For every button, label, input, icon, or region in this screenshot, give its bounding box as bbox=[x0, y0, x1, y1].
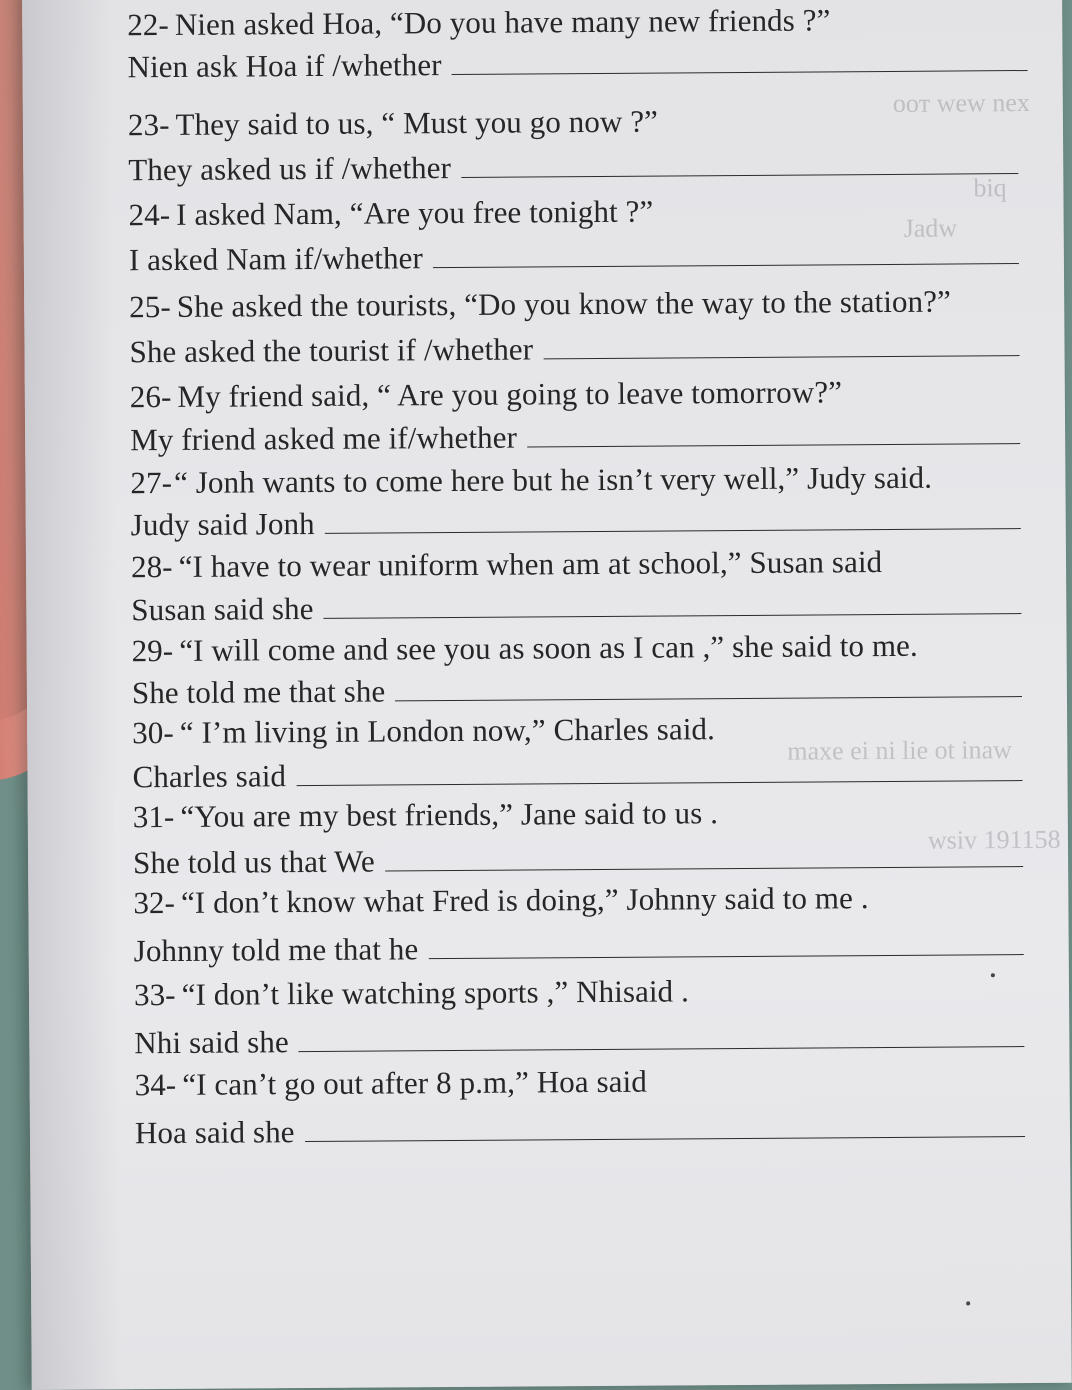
item-prompt: “I don’t like watching sports ,” Nhisaid . bbox=[181, 973, 690, 1012]
item-31-prompt bbox=[133, 786, 933, 836]
answer-stem: She told me that she bbox=[131, 673, 386, 711]
item-number: 24- bbox=[128, 196, 171, 233]
item-23-answer bbox=[128, 138, 1018, 188]
item-prompt: “ I’m living in London now,” Charles said. bbox=[179, 711, 716, 750]
item-number: 32- bbox=[133, 884, 176, 921]
page-shade bbox=[22, 0, 122, 1390]
answer-blank[interactable] bbox=[527, 443, 1020, 447]
answer-blank[interactable] bbox=[325, 528, 1021, 534]
item-number: 29- bbox=[131, 632, 174, 669]
answer-blank[interactable] bbox=[324, 613, 1022, 619]
answer-blank[interactable] bbox=[461, 173, 1018, 178]
item-prompt: “You are my best friends,” Jane said to us . bbox=[180, 795, 719, 834]
answer-stem: Johnny told me that he bbox=[133, 931, 419, 969]
answer-stem: She told us that We bbox=[132, 843, 375, 881]
item-prompt: She asked the tourists, “Do you know the way to the station?” bbox=[176, 283, 952, 324]
item-number: 26- bbox=[129, 378, 172, 415]
answer-stem: They asked us if /whether bbox=[128, 150, 452, 188]
item-prompt: They said to us, “ Must you go now ?” bbox=[175, 103, 659, 142]
item-25-answer bbox=[129, 320, 1019, 370]
answer-stem: Nhi said she bbox=[134, 1024, 289, 1061]
answer-blank[interactable] bbox=[305, 1136, 1025, 1142]
item-prompt: Nien asked Hoa, “Do you have many new friends ?” bbox=[174, 2, 831, 42]
answer-blank[interactable] bbox=[433, 263, 1019, 268]
answer-stem: Susan said she bbox=[131, 590, 314, 628]
ink-dot bbox=[966, 1301, 970, 1305]
item-number: 27- bbox=[130, 464, 173, 501]
item-number: 22- bbox=[127, 6, 169, 43]
item-24-prompt bbox=[128, 184, 928, 234]
answer-stem: Judy said Jonh bbox=[130, 505, 315, 543]
item-number: 28- bbox=[130, 548, 173, 585]
item-prompt: “I have to wear uniform when am at school,” Susan said bbox=[178, 544, 883, 584]
answer-stem: Hoa said she bbox=[134, 1114, 295, 1151]
item-number: 25- bbox=[129, 288, 171, 325]
item-32-prompt bbox=[133, 871, 993, 921]
item-prompt: My friend said, “ Are you going to leave tomorrow?” bbox=[177, 374, 843, 414]
item-number: 31- bbox=[132, 798, 175, 835]
answer-stem: Charles said bbox=[132, 758, 287, 795]
answer-stem: Nien ask Hoa if /whether bbox=[127, 47, 442, 85]
bleed-through-text: ooт wew nex bbox=[892, 87, 1030, 118]
answer-blank[interactable] bbox=[299, 1046, 1025, 1052]
item-number: 30- bbox=[132, 714, 174, 751]
ink-dot bbox=[991, 973, 995, 977]
worksheet-page bbox=[22, 0, 1072, 1390]
bleed-through-text: maxe ei ni lie ot inaw bbox=[787, 735, 1012, 766]
answer-blank[interactable] bbox=[385, 866, 1023, 871]
item-34-answer bbox=[135, 1101, 1025, 1151]
item-22-answer bbox=[127, 35, 1027, 85]
answer-stem: I asked Nam if/whether bbox=[128, 240, 424, 278]
item-26-prompt bbox=[130, 366, 930, 416]
item-number: 23- bbox=[127, 106, 170, 143]
item-26-answer bbox=[130, 408, 1020, 458]
bleed-through-text: biq bbox=[973, 173, 1007, 203]
item-prompt: I asked Nam, “Are you free tonight ?” bbox=[176, 193, 654, 232]
item-24-answer bbox=[129, 228, 1019, 278]
item-28-prompt bbox=[131, 535, 981, 585]
answer-blank[interactable] bbox=[395, 696, 1022, 701]
item-number: 33- bbox=[133, 976, 176, 1013]
answer-blank[interactable] bbox=[428, 954, 1023, 959]
item-32-answer bbox=[134, 919, 1024, 969]
answer-stem: My friend asked me if/whether bbox=[130, 419, 518, 458]
item-prompt: “I will come and see you as soon as I can ,” she said to me. bbox=[179, 627, 918, 668]
item-prompt: “I don’t know what Fred is doing,” Johnny said to me . bbox=[180, 880, 869, 920]
answer-blank[interactable] bbox=[452, 70, 1028, 75]
item-prompt: “I can’t go out after 8 p.m,” Hoa said bbox=[182, 1063, 648, 1102]
item-34-prompt bbox=[134, 1054, 934, 1104]
item-30-prompt bbox=[132, 702, 932, 752]
bleed-through-text: Jadw bbox=[903, 213, 958, 243]
item-23-prompt bbox=[128, 94, 928, 144]
bleed-through-text: wsiv 191158 bbox=[927, 824, 1061, 855]
item-33-prompt bbox=[134, 964, 934, 1014]
answer-blank[interactable] bbox=[543, 355, 1019, 359]
item-25-prompt bbox=[129, 275, 1029, 325]
answer-stem: She asked the tourist if /whether bbox=[129, 331, 534, 370]
item-prompt: “ Jonh wants to come here but he isn’t very well,” Judy said. bbox=[173, 459, 933, 500]
item-number: 34- bbox=[134, 1066, 177, 1103]
